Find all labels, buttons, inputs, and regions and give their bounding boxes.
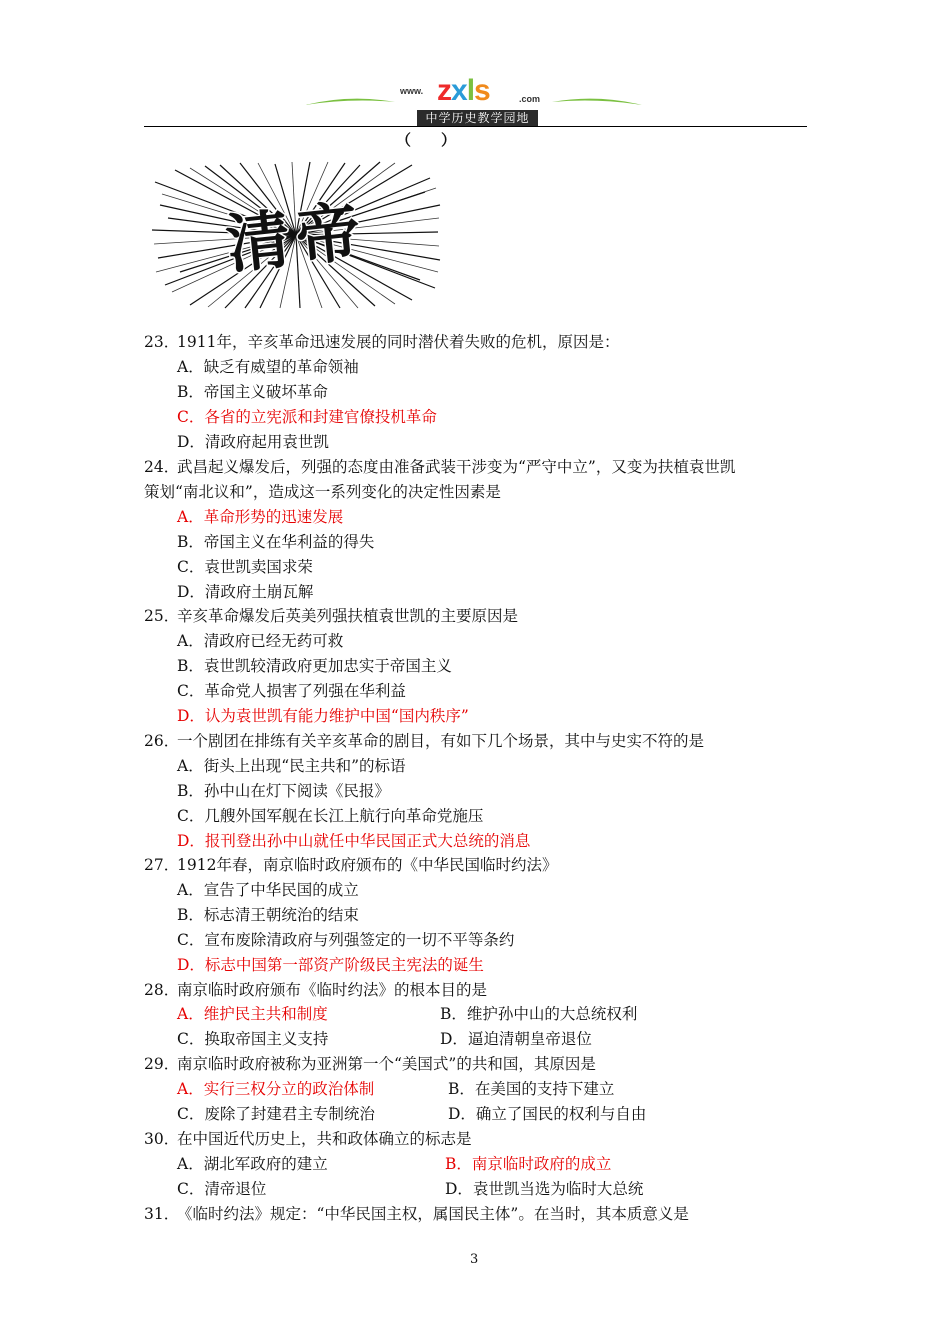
question-number: 27．	[144, 856, 180, 874]
option-a-correct: A．实行三权分立的政治体制	[177, 1080, 375, 1098]
option-b-correct: B．南京临时政府的成立	[445, 1155, 612, 1173]
logo-letter-z: z	[437, 74, 451, 107]
question-number: 26．	[144, 732, 180, 750]
option-b: B．袁世凯较清政府更加忠实于帝国主义	[177, 657, 452, 675]
option-b: B．孙中山在灯下阅读《民报》	[177, 782, 390, 800]
page-header	[0, 0, 950, 130]
option-c: C．革命党人损害了列强在华利益	[177, 682, 406, 700]
option-d: D．清政府土崩瓦解	[177, 583, 314, 601]
question-stem: 一个剧团在排练有关辛亥革命的剧目，有如下几个场景，其中与史实不符的是	[177, 732, 705, 750]
question-stem: 1912年春，南京临时政府颁布的《中华民国临时约法》	[177, 856, 558, 874]
logo-banner: 中学历史教学园地	[417, 110, 538, 126]
question-number: 29．	[144, 1055, 180, 1073]
option-a-correct: A．革命形势的迅速发展	[177, 508, 344, 526]
answer-bracket: （ ）	[396, 131, 457, 149]
option-d-correct: D．报刊登出孙中山就任中华民国正式大总统的消息	[177, 832, 531, 850]
question-25	[144, 604, 824, 629]
question-number: 23．	[144, 333, 180, 351]
question-stem: 1911年，辛亥革命迅速发展的同时潜伏着失败的危机，原因是：	[177, 333, 620, 351]
logo-letter-x: x	[451, 74, 467, 107]
question-27	[144, 853, 824, 878]
option-d: D．袁世凯当选为临时大总统	[445, 1180, 644, 1198]
question-number: 25．	[144, 607, 180, 625]
question-26	[144, 729, 824, 754]
question-29	[144, 1052, 824, 1077]
question-30	[144, 1127, 824, 1152]
option-c: C．袁世凯卖国求荣	[177, 558, 313, 576]
logo-url-suffix: .com	[519, 94, 541, 104]
question-stem: 南京临时政府颁布《临时约法》的根本目的是	[177, 981, 488, 999]
option-d: D．清政府起用袁世凯	[177, 433, 329, 451]
question-stem: 辛亥革命爆发后英美列强扶植袁世凯的主要原因是	[177, 607, 519, 625]
option-d-correct: D．标志中国第一部资产阶级民主宪法的诞生	[177, 956, 484, 974]
option-a-correct: A．维护民主共和制度	[177, 1005, 328, 1023]
question-number: 24．	[144, 458, 180, 476]
logo-url-prefix: www.	[400, 86, 424, 96]
option-c: C．几艘外国军舰在长江上航行向革命党施压	[177, 807, 484, 825]
illustration-characters: 清帝	[222, 194, 370, 284]
right-swoosh-icon	[552, 96, 642, 110]
option-d: D．确立了国民的权利与自由	[448, 1105, 647, 1123]
option-a: A．街头上出现“民主共和”的标语	[177, 757, 406, 775]
option-b: B．帝国主义破坏革命	[177, 383, 328, 401]
question-stem: 南京临时政府被称为亚洲第一个“美国式”的共和国，其原因是	[177, 1055, 596, 1073]
burst-illustration-icon	[150, 160, 442, 310]
option-b: B．在美国的支持下建立	[448, 1080, 615, 1098]
question-28	[144, 978, 824, 1003]
option-a: A．缺乏有威望的革命领袖	[177, 358, 359, 376]
question-31	[144, 1202, 824, 1227]
option-d-correct: D．认为袁世凯有能力维护中国“国内秩序”	[177, 707, 469, 725]
header-rule	[144, 126, 807, 127]
option-c: C．废除了封建君主专制统治	[177, 1105, 375, 1123]
page-number: 3	[470, 1252, 479, 1267]
option-c-correct: C．各省的立宪派和封建官僚投机革命	[177, 408, 437, 426]
option-a: A．湖北军政府的建立	[177, 1155, 328, 1173]
left-swoosh-icon	[305, 96, 395, 110]
question-24	[144, 455, 824, 480]
option-d: D．逼迫清朝皇帝退位	[440, 1030, 592, 1048]
question-stem: 《临时约法》规定：“中华民国主权，属国民主体”。在当时，其本质意义是	[177, 1205, 689, 1223]
option-b: B．维护孙中山的大总统权利	[440, 1005, 638, 1023]
question-stem: 在中国近代历史上，共和政体确立的标志是	[177, 1130, 472, 1148]
option-c: C．宣布废除清政府与列强签定的一切不平等条约	[177, 931, 515, 949]
option-b: B．标志清王朝统治的结束	[177, 906, 359, 924]
question-number: 28．	[144, 981, 180, 999]
logo-letter-s: s	[474, 74, 490, 107]
question-number: 31．	[144, 1205, 180, 1223]
logo-letter-l: l	[466, 74, 475, 107]
question-number: 30．	[144, 1130, 180, 1148]
option-c: C．换取帝国主义支持	[177, 1030, 329, 1048]
option-b: B．帝国主义在华利益的得失	[177, 533, 375, 551]
question-23	[144, 330, 824, 355]
site-logo	[437, 76, 490, 106]
option-c: C．清帝退位	[177, 1180, 267, 1198]
question-stem: 武昌起义爆发后，列强的态度由准备武装干涉变为“严守中立”，又变为扶植袁世凯	[177, 458, 736, 476]
option-a: A．清政府已经无药可救	[177, 632, 344, 650]
question-24-continued: 策划“南北议和”，造成这一系列变化的决定性因素是	[144, 483, 501, 501]
option-a: A．宣告了中华民国的成立	[177, 881, 359, 899]
